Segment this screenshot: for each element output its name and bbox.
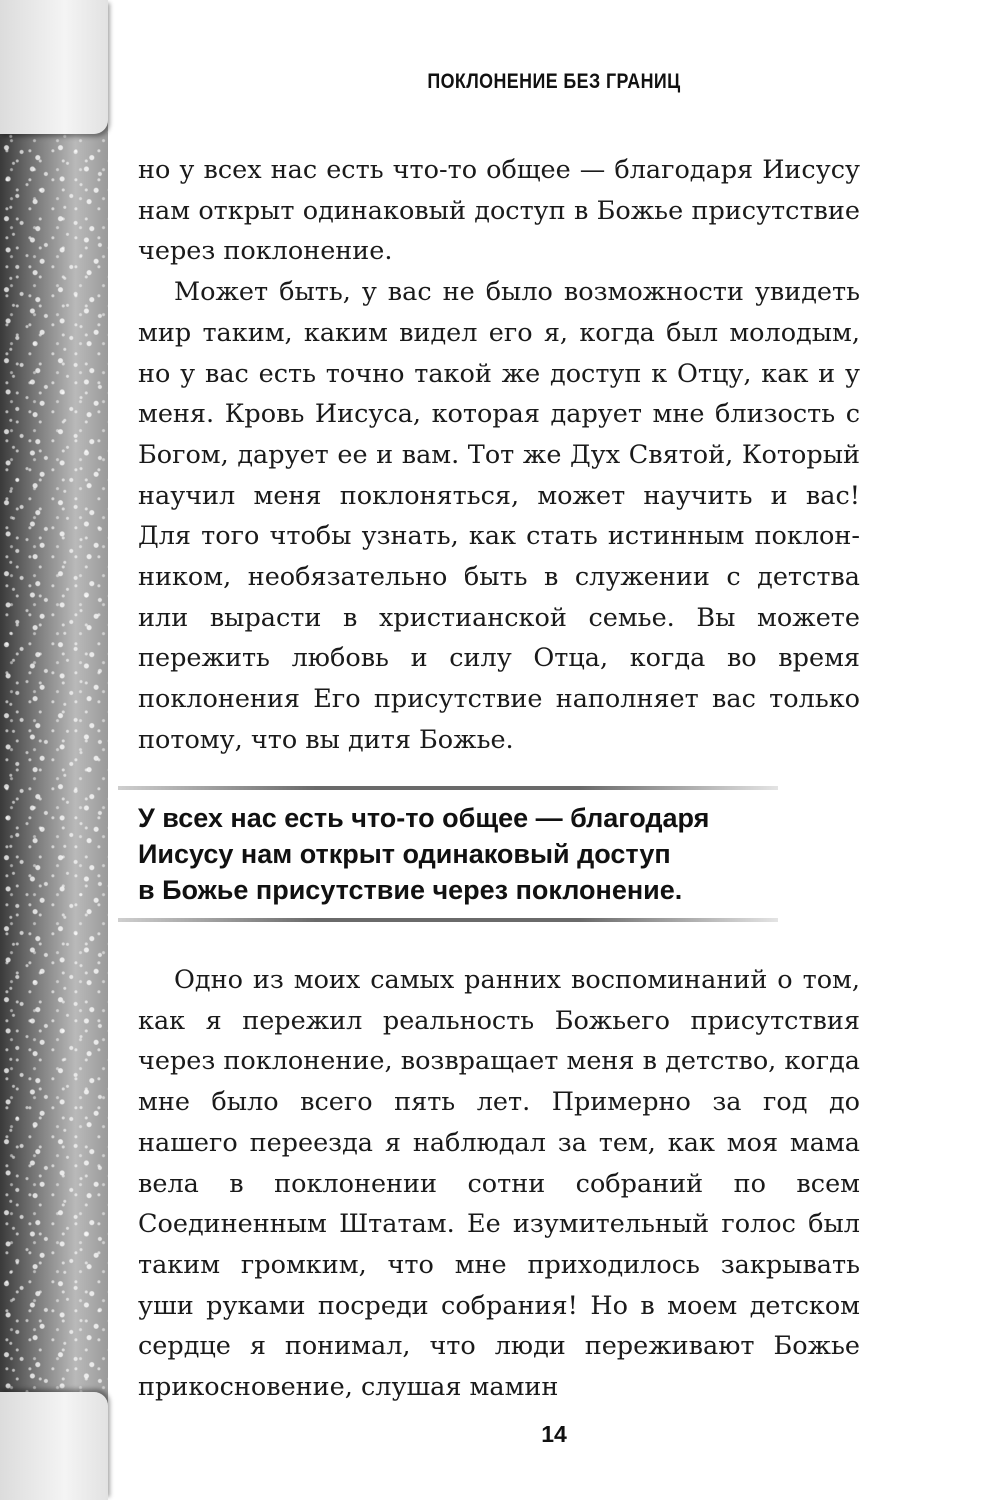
pull-quote-bottom-rule xyxy=(118,918,778,922)
pull-quote-top-rule xyxy=(118,786,778,790)
paragraph: Может быть, у вас не было возможности увидеть мир таким, каким видел его я, когда был молодым, но у вас есть точно такой же доступ к Отцу, как и у меня. Кровь Иисуса, которая дарует мне близость с Богом, дарует ее и вам. Тот же Дух Святой, Который научил меня поклоняться, может научить и вас! Для того чтобы узнать, как стать истинным поклонником, необязательно быть в служении с детства или вырасти в христианской семье. Вы можете пережить любовь и силу Отца, когда во время поклонения Его присутствие наполняет вас только потому, что вы дитя Божье. xyxy=(138,277,860,755)
pull-quote-line: в Божье присутствие через поклонение. xyxy=(138,875,683,905)
page-number: 14 xyxy=(541,1421,567,1447)
text-block-upper xyxy=(138,150,860,761)
bottom-tab-decoration xyxy=(0,1392,108,1500)
paragraph: Одно из моих самых ранних воспоминаний о том, как я пережил реальность Божьего присутствия через поклонение, возвращает меня в детство, когда мне было всего пять лет. Примерно за год до нашего переезда я наблюдал за тем, как моя мама вела в поклонении сотни собраний по всем Соединенным Штатам. Ее изумительный голос был таким громким, что мне приходилось закрывать уши руками посреди собрания! Но в моем детском сердце я понимал, что люди переживают Божье прикосновение, слушая мамин xyxy=(138,965,860,1403)
pull-quote-text xyxy=(138,800,798,908)
decorative-side-strip xyxy=(0,0,108,1500)
pull-quote xyxy=(118,786,778,922)
text-block-lower xyxy=(138,960,860,1408)
running-head-title: ПОКЛОНЕНИЕ БЕЗ ГРАНИЦ xyxy=(427,70,681,93)
sparkle-texture-fine xyxy=(0,0,108,1500)
pull-quote-line: У всех нас есть что-то общее — благодаря xyxy=(138,803,710,833)
pull-quote-line: Иисусу нам открыт одинаковый доступ xyxy=(138,839,671,869)
paragraph-continuation: но у всех нас есть что-то общее — благодаря Иисусу нам открыт одинаковый доступ в Божье присутствие через поклонение. xyxy=(138,155,860,267)
top-tab-decoration xyxy=(0,0,108,134)
